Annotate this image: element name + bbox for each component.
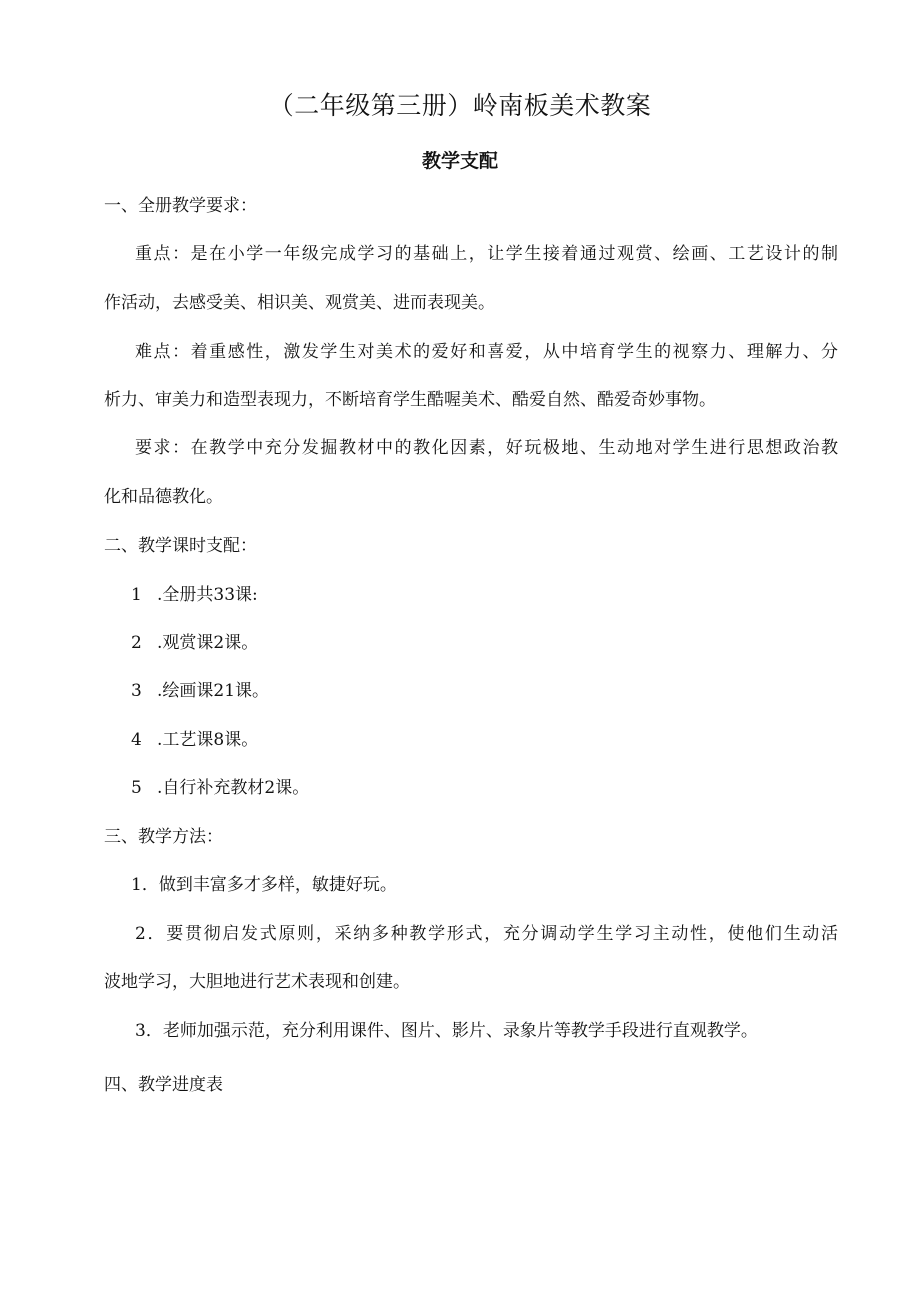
list-item-number: 4: [131, 730, 142, 750]
method-item-1: 1．做到丰富多才多样，敏捷好玩。: [131, 875, 397, 895]
key-points-line-2: 作活动，去感受美、相识美、观赏美、进而表现美。: [104, 293, 495, 313]
list-item: [131, 679, 269, 703]
list-item-number: 2: [131, 633, 142, 653]
list-item-text: .工艺课8课。: [157, 730, 259, 750]
section-heading-progress-table: 四、教学进度表: [104, 1075, 223, 1095]
requirements-line-1: 要求：在教学中充分发掘教材中的教化因素，好玩极地、生动地对学生进行思想政治教: [135, 438, 838, 458]
list-item-number: 5: [131, 778, 142, 798]
document-title: （二年级第三册）岭南板美术教案: [268, 91, 652, 120]
document-subtitle: 教学支配: [421, 150, 498, 172]
difficulties-line-2: 析力、审美力和造型表现力，不断培育学生酷喔美术、酷爱自然、酷爱奇妙事物。: [104, 390, 716, 410]
method-item-3: 3．老师加强示范，充分利用课件、图片、影片、录象片等教学手段进行直观教学。: [135, 1021, 758, 1041]
list-item: [131, 776, 309, 800]
list-item: [131, 728, 258, 752]
section-heading-requirements: 一、全册教学要求：: [104, 196, 257, 216]
list-item-number: 3: [131, 681, 142, 701]
list-item: [131, 631, 258, 655]
list-item: [131, 583, 258, 607]
section-heading-schedule: 二、教学课时支配：: [104, 536, 257, 556]
requirements-line-2: 化和品德教化。: [104, 487, 223, 507]
list-item-text: .观赏课2课。: [157, 633, 259, 653]
list-item-text: .自行补充教材2课。: [157, 778, 310, 798]
difficulties-line-1: 难点：着重感性，激发学生对美术的爱好和喜爱，从中培育学生的视察力、理解力、分: [135, 342, 838, 362]
section-heading-methods: 三、教学方法：: [104, 827, 223, 847]
key-points-line-1: 重点：是在小学一年级完成学习的基础上，让学生接着通过观赏、绘画、工艺设计的制: [135, 244, 838, 264]
method-item-2-line-2: 波地学习，大胆地进行艺术表现和创建。: [104, 972, 410, 992]
list-item-number: 1: [131, 585, 142, 605]
list-item-text: .全册共33课:: [157, 585, 258, 605]
method-item-2-line-1: 2．要贯彻启发式原则，采纳多种教学形式，充分调动学生学习主动性，使他们生动活: [135, 924, 838, 944]
list-item-text: .绘画课21课。: [157, 681, 270, 701]
